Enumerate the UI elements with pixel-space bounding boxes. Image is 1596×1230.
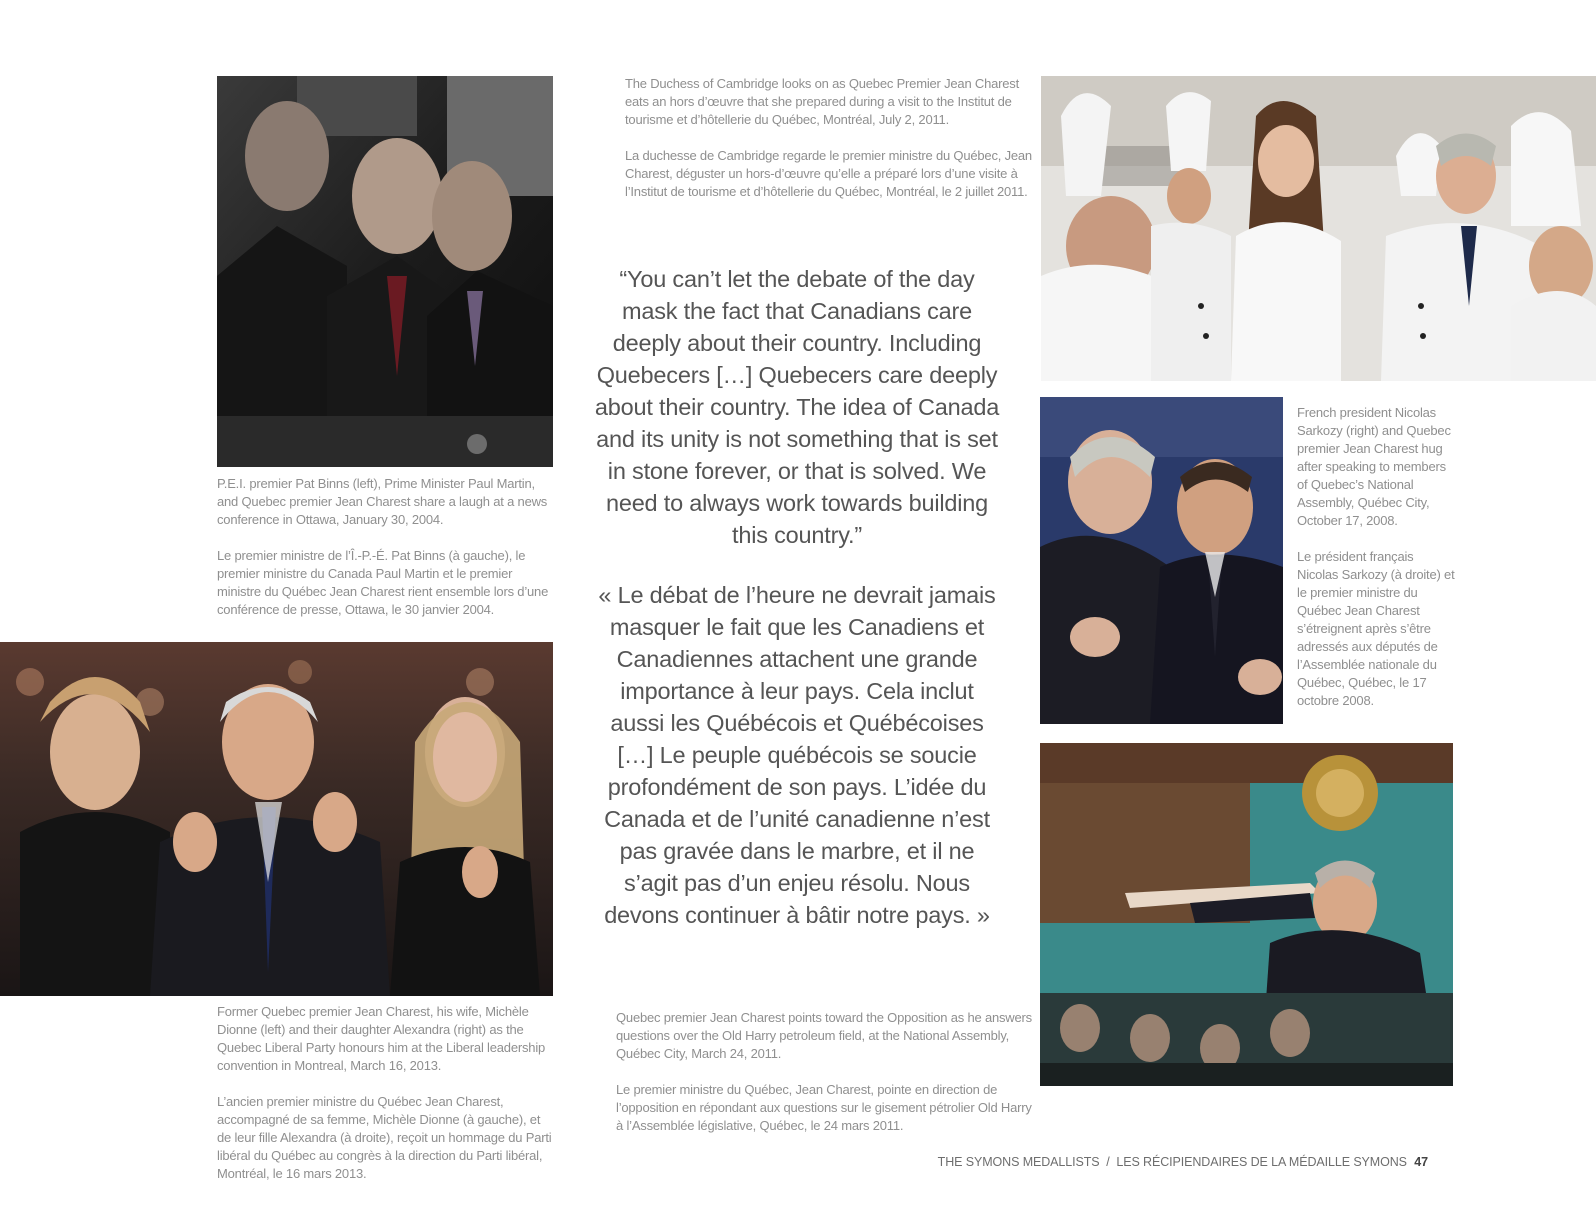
pull-quote-en: “You can’t let the debate of the day mask the fact that Canadians care deeply about their country. Including Quebecers […] Quebecers care deeply about their country. The idea of Canada and its unity is not something that is set in stone forever, or that is solved. We need to always work towards building this country.” [594, 266, 1000, 548]
caption-duchess-fr: La duchesse de Cambridge regarde le premier ministre du Québec, Jean Charest, déguster un hors-d’œuvre qu’elle a préparé lors d’une visite à l’Institut de tourisme et d’hôtellerie du Québec, Montréal, le 2 juillet 2011. [625, 148, 1032, 199]
photo-premiers-laugh [217, 76, 553, 467]
caption-duchess [625, 75, 1035, 201]
caption-assembly [616, 1009, 1036, 1135]
caption-assembly-en: Quebec premier Jean Charest points toward the Opposition as he answers questions over the Old Harry petroleum field, at the National Assembly, Québec City, March 24, 2011. [616, 1010, 1032, 1061]
photo-duchess-chefs [1041, 76, 1596, 381]
caption-premiers-fr: Le premier ministre de l’Î.-P.-É. Pat Binns (à gauche), le premier ministre du Canada Paul Martin et le premier ministre du Québec Jean Charest rient ensemble lors d’une conférence de presse, Ottawa, le 30 janvier 2004. [217, 548, 549, 617]
caption-family-fr: L’ancien premier ministre du Québec Jean Charest, accompagné de sa femme, Michèle Dionne (à gauche), et de leur fille Alexandra (à droite), reçoit un hommage du Parti libéral du Québec au congrès à la direction du Parti libéral, Montréal, le 16 mars 2013. [217, 1094, 552, 1181]
caption-family [217, 1003, 557, 1183]
photo-national-assembly [1040, 743, 1453, 1086]
photo-sarkozy-hug [1040, 397, 1283, 724]
caption-sarkozy-en: French president Nicolas Sarkozy (right) and Quebec premier Jean Charest hug after speaking to members of Quebec’s National Assembly, Québec City, October 17, 2008. [1297, 405, 1451, 528]
caption-duchess-en: The Duchess of Cambridge looks on as Quebec Premier Jean Charest eats an hors d’œuvre that she prepared during a visit to the Institut de tourisme et d’hôtellerie du Québec, Montréal, July 2, 2011. [625, 76, 1020, 127]
caption-sarkozy-fr: Le président français Nicolas Sarkozy (à droite) et le premier ministre du Québec Jean Charest s’étreignent après s’être adressés aux députés de l’Assemblée nationale du Québec, Québec, le 17 octobre 2008. [1297, 549, 1455, 708]
pull-quote [594, 263, 1000, 931]
page-number: 47 [1414, 1155, 1428, 1169]
caption-sarkozy [1297, 404, 1457, 710]
caption-family-en: Former Quebec premier Jean Charest, his wife, Michèle Dionne (left) and their daughter Alexandra (right) as the Quebec Liberal Party honours him at the Liberal leadership convention in Montreal, March 16, 2013. [217, 1004, 546, 1073]
running-footer [938, 1155, 1428, 1169]
caption-premiers-en: P.E.I. premier Pat Binns (left), Prime Minister Paul Martin, and Quebec premier Jean Charest share a laugh at a news conference in Ottawa, January 30, 2004. [217, 476, 548, 527]
caption-assembly-fr: Le premier ministre du Québec, Jean Charest, pointe en direction de l’opposition en répondant aux questions sur le gisement pétrolier Old Harry à l’Assemblée législative, Québec, le 24 mars 2011. [616, 1082, 1032, 1133]
photo-family-applause [0, 642, 553, 996]
caption-premiers [217, 475, 557, 619]
running-title: THE SYMONS MEDALLISTS / LES RÉCIPIENDAIRES DE LA MÉDAILLE SYMONS [937, 1155, 1407, 1169]
pull-quote-fr: « Le débat de l’heure ne devrait jamais masquer le fait que les Canadiens et Canadiennes attachent une grande importance à leur pays. Cela inclut aussi les Québécois et Québécoises […] Le peuple québécois se soucie profondément de son pays. L’idée du Canada et de l’unité canadienne n’est pas gravée dans le marbre, et il ne s’agit pas d’un enjeu résolu. Nous devons continuer à bâtir notre pays. » [598, 582, 996, 928]
